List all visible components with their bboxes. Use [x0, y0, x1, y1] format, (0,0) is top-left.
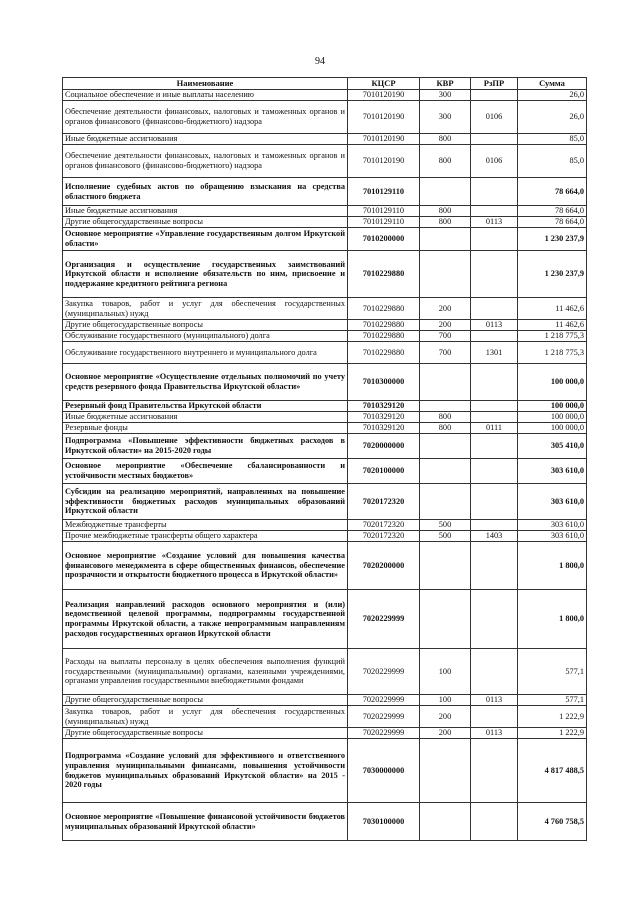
- cell-sum: 1 218 775,3: [518, 342, 587, 364]
- cell-rzpr: [471, 364, 518, 401]
- cell-kcsr: 7020172320: [348, 520, 420, 531]
- cell-rzpr: [471, 590, 518, 649]
- table-row: [63, 364, 587, 401]
- cell-rzpr: [471, 542, 518, 590]
- cell-name: Иные бюджетные ассигнования: [63, 206, 348, 217]
- cell-rzpr: [471, 412, 518, 423]
- cell-sum: 577,1: [518, 649, 587, 695]
- cell-kcsr: 7030000000: [348, 739, 420, 803]
- cell-name: Основное мероприятие «Обеспечение сбалансированности и устойчивости местных бюджетов»: [63, 459, 348, 484]
- cell-kcsr: 7020229999: [348, 695, 420, 706]
- table-row: [63, 728, 587, 739]
- cell-rzpr: [471, 649, 518, 695]
- cell-rzpr: [471, 401, 518, 412]
- cell-kvr: [420, 739, 471, 803]
- column-header-sum: Сумма: [518, 78, 587, 90]
- cell-name: Подпрограмма «Повышение эффективности бюджетных расходов в Иркутской области» на 2015-2020 годы: [63, 434, 348, 459]
- cell-rzpr: 0113: [471, 695, 518, 706]
- cell-kvr: 800: [420, 145, 471, 178]
- cell-name: Социальное обеспечение и иные выплаты населению: [63, 90, 348, 101]
- cell-rzpr: [471, 251, 518, 298]
- cell-kvr: 800: [420, 206, 471, 217]
- table-header-row: [63, 78, 587, 90]
- cell-kvr: 500: [420, 531, 471, 542]
- cell-name: Основное мероприятие «Управление государственным долгом Иркутской области»: [63, 228, 348, 251]
- cell-sum: 4 817 488,5: [518, 739, 587, 803]
- cell-kcsr: 7020229999: [348, 706, 420, 728]
- cell-sum: 85,0: [518, 145, 587, 178]
- table-row: [63, 101, 587, 134]
- cell-kcsr: 7010120190: [348, 145, 420, 178]
- table-row: [63, 401, 587, 412]
- cell-rzpr: [471, 298, 518, 320]
- cell-sum: 1 230 237,9: [518, 251, 587, 298]
- cell-rzpr: [471, 134, 518, 145]
- cell-sum: 78 664,0: [518, 206, 587, 217]
- cell-kvr: 300: [420, 90, 471, 101]
- cell-kcsr: 7010120190: [348, 90, 420, 101]
- table-row: [63, 331, 587, 342]
- table-row: [63, 320, 587, 331]
- table-row: [63, 520, 587, 531]
- cell-sum: 26,0: [518, 90, 587, 101]
- cell-name: Расходы на выплаты персоналу в целях обеспечения выполнения функций государственными (муниципальными) органами, казенными учреждениями, органами управления государственными внебюджетными фондами: [63, 649, 348, 695]
- cell-name: Другие общегосударственные вопросы: [63, 320, 348, 331]
- cell-rzpr: [471, 739, 518, 803]
- cell-kcsr: 7010329120: [348, 423, 420, 434]
- cell-rzpr: [471, 484, 518, 520]
- cell-name: Организация и осуществление государственных заимствований Иркутской области и исполнение обязательств по ним, присвоение и поддержание кредитного рейтинга региона: [63, 251, 348, 298]
- cell-name: Закупка товаров, работ и услуг для обеспечения государственных (муниципальных) нужд: [63, 298, 348, 320]
- table-row: [63, 206, 587, 217]
- cell-kcsr: 7010200000: [348, 228, 420, 251]
- cell-sum: 78 664,0: [518, 178, 587, 206]
- cell-sum: 303 610,0: [518, 459, 587, 484]
- cell-name: Основное мероприятие «Создание условий для повышения качества финансового менеджмента в сфере общественных финансов, обеспечение прозрачности и открытости бюджетного процесса в Иркутской области»: [63, 542, 348, 590]
- cell-kvr: 700: [420, 331, 471, 342]
- cell-rzpr: [471, 178, 518, 206]
- cell-rzpr: [471, 434, 518, 459]
- cell-sum: 78 664,0: [518, 217, 587, 228]
- cell-kvr: 800: [420, 412, 471, 423]
- table-row: [63, 178, 587, 206]
- table-row: [63, 803, 587, 841]
- cell-name: Иные бюджетные ассигнования: [63, 412, 348, 423]
- cell-rzpr: 0113: [471, 217, 518, 228]
- cell-kvr: [420, 251, 471, 298]
- cell-kcsr: 7010329120: [348, 401, 420, 412]
- table-row: [63, 217, 587, 228]
- cell-rzpr: [471, 90, 518, 101]
- cell-kvr: [420, 364, 471, 401]
- cell-rzpr: [471, 803, 518, 841]
- cell-kvr: 100: [420, 649, 471, 695]
- cell-kvr: 100: [420, 695, 471, 706]
- cell-kvr: [420, 178, 471, 206]
- cell-rzpr: [471, 520, 518, 531]
- cell-kcsr: 7010300000: [348, 364, 420, 401]
- cell-sum: 303 610,0: [518, 531, 587, 542]
- column-header-kvr: КВР: [420, 78, 471, 90]
- cell-kvr: [420, 484, 471, 520]
- table-row: [63, 434, 587, 459]
- cell-name: Другие общегосударственные вопросы: [63, 695, 348, 706]
- column-header-name: Наименование: [63, 78, 348, 90]
- cell-kcsr: 7030100000: [348, 803, 420, 841]
- cell-kvr: [420, 401, 471, 412]
- table-row: [63, 706, 587, 728]
- cell-rzpr: [471, 459, 518, 484]
- cell-name: Другие общегосударственные вопросы: [63, 217, 348, 228]
- cell-kvr: 300: [420, 101, 471, 134]
- budget-table: [62, 77, 587, 841]
- cell-kcsr: 7020229999: [348, 649, 420, 695]
- table-row: [63, 90, 587, 101]
- table-row: [63, 531, 587, 542]
- cell-sum: 100 000,0: [518, 401, 587, 412]
- cell-kcsr: 7020000000: [348, 434, 420, 459]
- cell-name: Прочие межбюджетные трансферты общего характера: [63, 531, 348, 542]
- cell-name: Иные бюджетные ассигнования: [63, 134, 348, 145]
- cell-name: Обеспечение деятельности финансовых, налоговых и таможенных органов и органов финансового (финансово-бюджетного) надзора: [63, 101, 348, 134]
- cell-kcsr: 7010229880: [348, 251, 420, 298]
- table-row: [63, 251, 587, 298]
- cell-kcsr: 7020229999: [348, 728, 420, 739]
- cell-kcsr: 7010129110: [348, 217, 420, 228]
- cell-kcsr: 7010120190: [348, 134, 420, 145]
- cell-kcsr: 7010329120: [348, 412, 420, 423]
- cell-kvr: 200: [420, 320, 471, 331]
- cell-kvr: 200: [420, 728, 471, 739]
- cell-rzpr: [471, 228, 518, 251]
- table-body: [63, 90, 587, 841]
- cell-rzpr: 0111: [471, 423, 518, 434]
- cell-kvr: [420, 228, 471, 251]
- cell-kvr: [420, 459, 471, 484]
- cell-sum: 1 800,0: [518, 542, 587, 590]
- cell-name: Основное мероприятие «Осуществление отдельных полномочий по учету средств резервного фонда Правительства Иркутской области»: [63, 364, 348, 401]
- table-row: [63, 695, 587, 706]
- cell-name: Исполнение судебных актов по обращению взыскания на средства областного бюджета: [63, 178, 348, 206]
- cell-kcsr: 7020200000: [348, 542, 420, 590]
- cell-sum: 1 222,9: [518, 706, 587, 728]
- cell-sum: 577,1: [518, 695, 587, 706]
- cell-rzpr: [471, 706, 518, 728]
- cell-kvr: 200: [420, 706, 471, 728]
- cell-kcsr: 7020100000: [348, 459, 420, 484]
- table-row: [63, 649, 587, 695]
- cell-kcsr: 7020172320: [348, 531, 420, 542]
- column-header-kcsr: КЦСР: [348, 78, 420, 90]
- cell-kcsr: 7010229880: [348, 320, 420, 331]
- cell-name: Обеспечение деятельности финансовых, налоговых и таможенных органов и органов финансового (финансово-бюджетного) надзора: [63, 145, 348, 178]
- cell-name: Реализация направлений расходов основного мероприятия и (или) ведомственной целевой программы, подпрограммы государственной программы Иркутской области, а также непрограммным направлениям расходов государственных органов Иркутской области: [63, 590, 348, 649]
- cell-kvr: [420, 803, 471, 841]
- cell-sum: 100 000,0: [518, 423, 587, 434]
- cell-kvr: 500: [420, 520, 471, 531]
- table-row: [63, 590, 587, 649]
- cell-rzpr: [471, 331, 518, 342]
- cell-kcsr: 7010129110: [348, 206, 420, 217]
- cell-sum: 303 610,0: [518, 520, 587, 531]
- cell-name: Межбюджетные трансферты: [63, 520, 348, 531]
- cell-kvr: [420, 542, 471, 590]
- cell-sum: 305 410,0: [518, 434, 587, 459]
- cell-name: Другие общегосударственные вопросы: [63, 728, 348, 739]
- cell-name: Подпрограмма «Создание условий для эффективного и ответственного управления муниципальными финансами, повышения устойчивости бюджетов муниципальных образований Иркутской области» на 2015 - 2020 годы: [63, 739, 348, 803]
- cell-sum: 100 000,0: [518, 364, 587, 401]
- cell-kvr: 800: [420, 217, 471, 228]
- page-number: 94: [315, 56, 325, 67]
- cell-rzpr: 1301: [471, 342, 518, 364]
- table-row: [63, 739, 587, 803]
- cell-rzpr: 1403: [471, 531, 518, 542]
- cell-sum: 100 000,0: [518, 412, 587, 423]
- cell-kvr: 800: [420, 134, 471, 145]
- table-row: [63, 459, 587, 484]
- cell-rzpr: 0106: [471, 145, 518, 178]
- cell-name: Субсидии на реализацию мероприятий, направленных на повышение эффективности бюджетных расходов муниципальных образований Иркутской области: [63, 484, 348, 520]
- cell-name: Резервный фонд Правительства Иркутской области: [63, 401, 348, 412]
- table-row: [63, 145, 587, 178]
- cell-sum: 11 462,6: [518, 298, 587, 320]
- cell-name: Закупка товаров, работ и услуг для обеспечения государственных (муниципальных) нужд: [63, 706, 348, 728]
- cell-kvr: 800: [420, 423, 471, 434]
- cell-name: Основное мероприятие «Повышение финансовой устойчивости бюджетов муниципальных образований Иркутской области»: [63, 803, 348, 841]
- column-header-rzpr: РзПР: [471, 78, 518, 90]
- cell-sum: 1 222,9: [518, 728, 587, 739]
- cell-rzpr: 0113: [471, 728, 518, 739]
- cell-sum: 26,0: [518, 101, 587, 134]
- cell-rzpr: [471, 206, 518, 217]
- table-row: [63, 484, 587, 520]
- table-row: [63, 412, 587, 423]
- cell-kcsr: 7010229880: [348, 331, 420, 342]
- table-row: [63, 134, 587, 145]
- cell-kcsr: 7010229880: [348, 298, 420, 320]
- cell-kcsr: 7020172320: [348, 484, 420, 520]
- cell-rzpr: 0113: [471, 320, 518, 331]
- cell-kvr: 200: [420, 298, 471, 320]
- cell-name: Резервные фонды: [63, 423, 348, 434]
- cell-kcsr: 7010120190: [348, 101, 420, 134]
- table-row: [63, 228, 587, 251]
- cell-kvr: [420, 590, 471, 649]
- table-row: [63, 423, 587, 434]
- cell-sum: 4 760 758,5: [518, 803, 587, 841]
- cell-sum: 1 218 775,3: [518, 331, 587, 342]
- cell-sum: 303 610,0: [518, 484, 587, 520]
- cell-sum: 85,0: [518, 134, 587, 145]
- table-row: [63, 342, 587, 364]
- cell-kcsr: 7020229999: [348, 590, 420, 649]
- cell-kvr: 700: [420, 342, 471, 364]
- cell-kcsr: 7010229880: [348, 342, 420, 364]
- cell-kvr: [420, 434, 471, 459]
- cell-name: Обслуживание государственного внутреннего и муниципального долга: [63, 342, 348, 364]
- table-row: [63, 542, 587, 590]
- table-row: [63, 298, 587, 320]
- cell-kcsr: 7010129110: [348, 178, 420, 206]
- cell-name: Обслуживание государственного (муниципального) долга: [63, 331, 348, 342]
- cell-sum: 1 800,0: [518, 590, 587, 649]
- cell-rzpr: 0106: [471, 101, 518, 134]
- cell-sum: 11 462,6: [518, 320, 587, 331]
- cell-sum: 1 230 237,9: [518, 228, 587, 251]
